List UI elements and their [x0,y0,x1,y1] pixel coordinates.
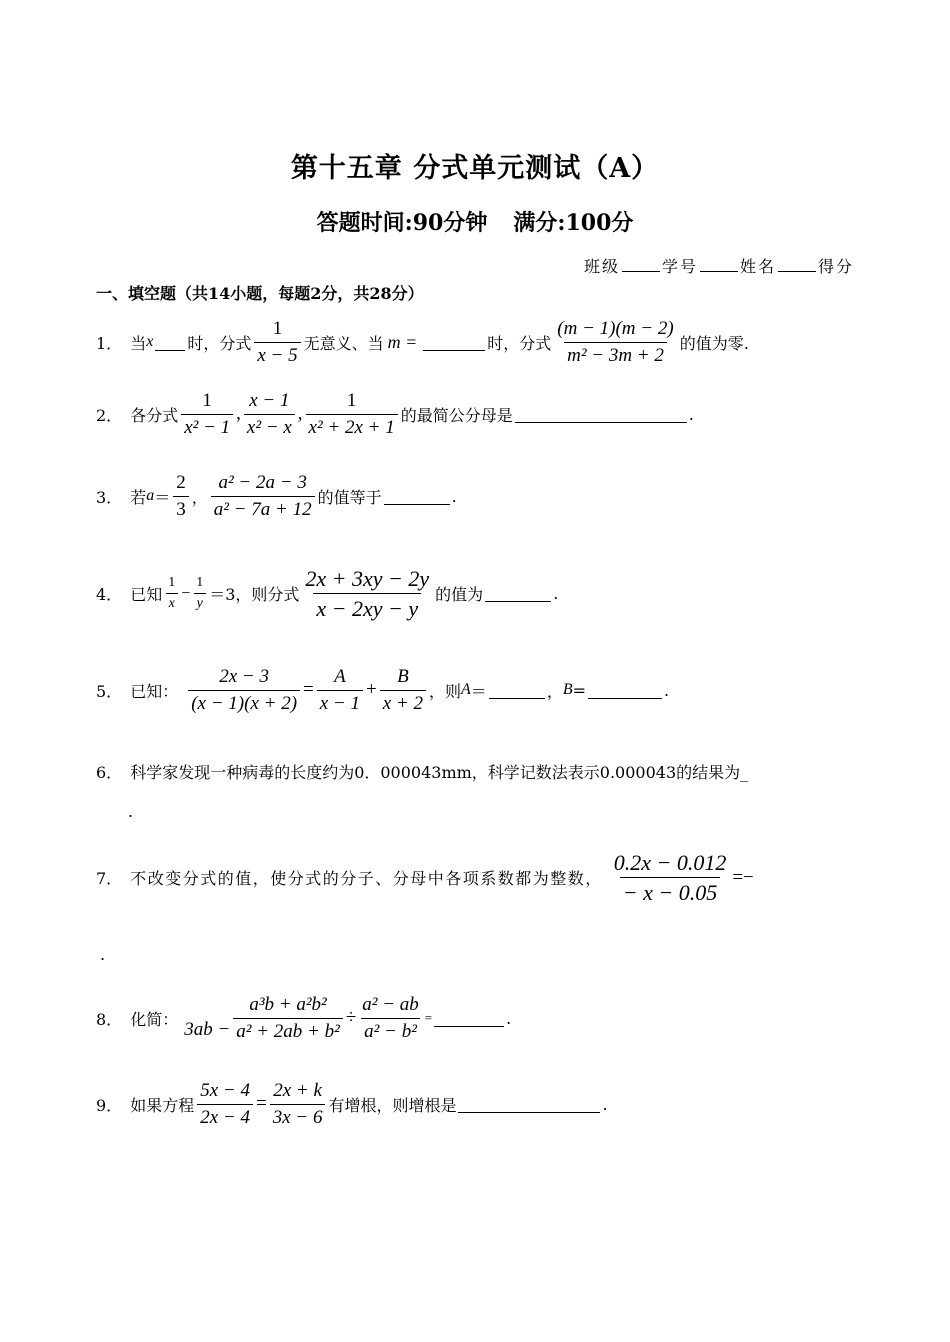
question-number: 5． [96,681,123,701]
numerator: B [397,666,409,687]
question-number: 2． [96,405,123,425]
answer-blank[interactable] [384,488,450,505]
denominator: y [194,593,206,612]
answer-blank[interactable] [458,1096,600,1113]
period: . [602,1094,608,1114]
fraction [233,994,343,1043]
question-text: 时，分式 [487,333,552,353]
math-expression: 3ab − [184,1019,231,1041]
denominator: (x − 1)(x + 2) [188,690,300,715]
question-6 [96,760,748,783]
student-id-label: 学号 [661,257,698,276]
fraction [302,566,432,622]
period: . [451,486,457,506]
math-var: a [146,487,155,505]
numerator: 2x + k [273,1080,322,1101]
class-blank[interactable] [622,257,660,272]
denominator: x − 1 [317,690,363,715]
question-7 [96,850,754,906]
numerator: a³b + a²b² [249,994,327,1015]
denominator: 3 [173,496,189,521]
answer-blank[interactable] [423,334,485,351]
denominator: − x − 0.05 [620,877,720,905]
question-text: ，则 [429,681,462,701]
numerator: a² − 2a − 3 [218,472,307,493]
denominator: a² − 7a + 12 [211,496,315,521]
question-1 [96,318,749,367]
numerator: 1 [202,390,212,411]
question-text: 的值为零. [679,333,749,353]
fraction [270,1080,326,1129]
denominator: 3x − 6 [270,1104,326,1129]
fraction [173,472,189,521]
question-text: 当 [130,333,147,353]
fraction [359,994,422,1043]
answer-blank[interactable] [588,682,662,699]
exam-time: 答题时间:90分钟 [316,210,488,236]
fraction [306,390,398,439]
comma: ， [546,681,563,701]
question-4 [96,566,558,622]
numerator: x − 1 [249,390,290,411]
plus-sign: + [366,679,377,701]
answer-blank[interactable] [155,334,185,351]
divide-sign: ÷ [345,1007,357,1029]
equals-sign: = [303,679,314,701]
denominator: x − 5 [254,342,300,367]
question-text: 无意义、当 [303,333,384,353]
exam-subtitle [0,206,950,237]
denominator: x [166,593,178,612]
period: . [688,404,694,424]
period: . [553,584,559,604]
equals-sign: ＝ [154,487,171,507]
question-text: ＝3，则分式 [209,585,300,605]
question-text: 各分式 [130,405,179,425]
equals-sign: = [424,1010,433,1026]
question-text: 化简： [130,1009,179,1029]
question-8 [96,994,511,1043]
comma: ， [191,487,208,507]
answer-blank[interactable] [485,585,551,602]
numerator: 2x + 3xy − 2y [305,566,430,591]
page-title: 第十五章 分式单元测试（A） [290,153,660,184]
fraction [254,318,300,367]
fraction [611,850,730,906]
equals-sign: =− [732,866,754,888]
question-9 [96,1080,608,1129]
numerator: 1 [168,575,176,591]
math-var: B [562,681,573,699]
fraction [181,390,233,439]
denominator: a² − b² [361,1018,420,1043]
fraction [188,666,300,715]
numerator: 1 [196,575,204,591]
question-text: 已知 [130,585,163,605]
denominator: x − 2xy − y [313,593,421,621]
question-text: 不改变分式的值，使分式的分子、分母中各项系数都为整数， [130,869,603,889]
denominator: x² − x [244,414,295,439]
equals-sign: = [572,680,587,700]
numerator: 1 [272,318,283,339]
question-text: 的最简公分母是 [400,405,513,425]
class-label: 班级 [583,257,620,276]
denominator: m² − 3m + 2 [564,342,667,367]
score-label: 得分 [817,257,854,276]
fraction [380,666,426,715]
numerator: 2x − 3 [219,666,269,687]
math-var: A [461,681,471,699]
question-5 [96,666,669,715]
numerator: A [334,666,346,687]
period: . [664,680,670,700]
fraction [197,1080,253,1129]
fraction [165,575,178,612]
section-heading: 一、填空题（共14小题，每题2分，共28分） [96,284,424,303]
period: . [506,1008,512,1028]
denominator: a² + 2ab + b² [233,1018,343,1043]
minus-sign: − [181,584,191,602]
question-3 [96,472,457,521]
denominator: x + 2 [380,690,426,715]
numerator: 5x − 4 [200,1080,250,1101]
denominator: x² + 2x + 1 [306,414,398,439]
fraction [554,318,676,367]
answer-blank[interactable] [515,406,687,423]
question-6-continuation: . [128,802,134,821]
question-7-continuation: . [100,945,106,964]
question-number: 7． [96,869,123,889]
fraction [211,472,315,521]
math-var: x [146,333,154,351]
student-info-line [584,254,854,277]
question-text: 的值为 [435,585,484,605]
question-text: 有增根，则增根是 [328,1095,457,1115]
fraction [317,666,363,715]
equals-sign: ＝ [470,681,487,701]
fraction [244,390,295,439]
student-id-blank[interactable] [700,257,738,272]
name-blank[interactable] [778,257,816,272]
name-label: 姓名 [739,257,776,276]
numerator: 1 [346,390,357,411]
answer-blank[interactable] [434,1010,504,1027]
question-text: 科学家发现一种病毒的长度约为0．000043mm，科学记数法表示0.000043的结果为_ [130,763,749,782]
question-number: 8． [96,1009,123,1029]
denominator: 2x − 4 [197,1104,253,1129]
question-text: 若 [130,487,147,507]
denominator: x² − 1 [181,414,233,439]
math-var: m = [387,331,418,352]
numerator: a² − ab [362,994,419,1015]
equals-sign: = [255,1093,267,1115]
question-number: 1． [96,333,123,353]
answer-blank[interactable] [489,682,545,699]
question-number: 4． [96,585,123,605]
exam-full-score: 满分:100分 [513,210,634,236]
numerator: 0.2x − 0.012 [613,850,727,875]
question-number: 6． [96,763,123,782]
fraction [193,575,206,612]
question-number: 9． [96,1095,123,1115]
question-text: 的值等于 [317,487,382,507]
question-text: 时，分式 [187,333,252,353]
question-text: 如果方程 [130,1095,195,1115]
question-text: 已知： [130,681,179,701]
question-number: 3． [96,487,123,507]
numerator: (m − 1)(m − 2) [557,318,674,339]
question-2: 2． 各分式 $\frac{1}{\text{x² − 1}}$ , $\frac{x - 1}{\text{x² − x}}$ , $\frac{1}{\text{x² + 2x + 1}}$ 的最简公分母是 . [96,390,694,438]
numerator: 2 [176,472,186,493]
